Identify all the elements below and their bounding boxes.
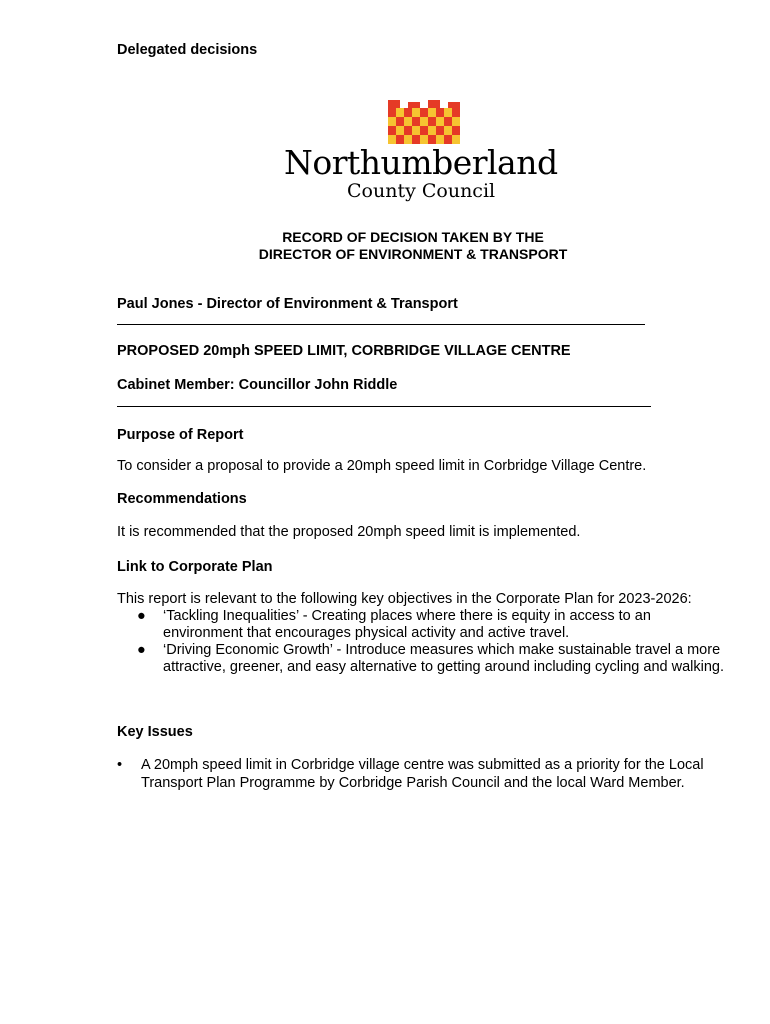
- record-title-line-1: RECORD OF DECISION TAKEN BY THE: [282, 229, 544, 245]
- key-issues-heading: Key Issues: [117, 724, 193, 740]
- corporate-plan-heading: Link to Corporate Plan: [117, 559, 273, 575]
- council-name: Northumberland: [284, 143, 558, 182]
- record-title-line-2: DIRECTOR OF ENVIRONMENT & TRANSPORT: [258, 246, 568, 262]
- corporate-plan-intro: This report is relevant to the following key objectives in the Corporate Plan for 2023-2026:: [117, 591, 692, 607]
- flag-merlon-1: [388, 100, 400, 108]
- corporate-plan-bullets: [117, 608, 729, 676]
- key-issue-text: A 20mph speed limit in Corbridge village centre was submitted as a priority for the Local Transport Plan Programme by Corbridge Parish Council and the local Ward Member.: [141, 757, 704, 791]
- divider-rule-2: [117, 406, 651, 407]
- northumberland-flag-logo: [388, 100, 460, 144]
- divider-rule-1: [117, 324, 645, 325]
- council-subtitle: County Council: [347, 180, 496, 202]
- cabinet-member: Cabinet Member: Councillor John Riddle: [117, 377, 398, 393]
- delegated-decisions-label: Delegated decisions: [117, 42, 258, 58]
- decision-subject: PROPOSED 20mph SPEED LIMIT, CORBRIDGE VILLAGE CENTRE: [117, 343, 571, 359]
- corporate-plan-section: [117, 591, 725, 676]
- bullet-dot-icon: ●: [137, 608, 146, 624]
- purpose-text: To consider a proposal to provide a 20mph speed limit in Corbridge Village Centre.: [117, 458, 647, 474]
- bullet-dot-icon: ●: [137, 642, 146, 658]
- bullet-text: ‘Driving Economic Growth’ - Introduce measures which make sustainable travel a more attractive, greener, and easy alternative to getting around including cycling and walking.: [163, 642, 725, 675]
- officer-name: Paul Jones - Director of Environment & Transport: [117, 296, 458, 312]
- bullet-dot-icon: •: [117, 757, 123, 773]
- corporate-plan-bullet: [117, 642, 729, 676]
- record-title: [200, 229, 626, 263]
- key-issues-section: [117, 757, 717, 792]
- flag-merlon-3: [428, 100, 440, 108]
- recommendations-text: It is recommended that the proposed 20mph speed limit is implemented.: [117, 524, 581, 540]
- bullet-text: ‘Tackling Inequalities’ - Creating places where there is equity in access to an environment that encourages physical activity and active travel.: [163, 608, 651, 641]
- purpose-heading: Purpose of Report: [117, 427, 244, 443]
- recommendations-heading: Recommendations: [117, 491, 247, 507]
- key-issue-item: [117, 757, 731, 792]
- flag-body: [388, 108, 460, 144]
- corporate-plan-bullet: [117, 608, 729, 642]
